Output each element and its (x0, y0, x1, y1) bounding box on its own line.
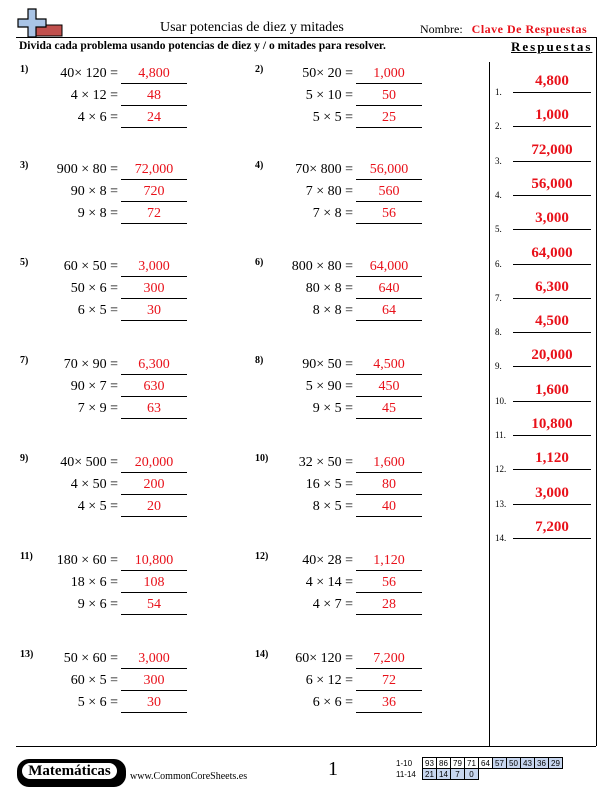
equation-row (20, 693, 250, 713)
answer-key-value: 1,600 (535, 381, 569, 398)
equation: 6 × 5 = (77, 303, 118, 318)
problem (255, 160, 485, 250)
answer-key-item (493, 107, 603, 137)
answer-key-number: 3. (495, 155, 502, 166)
answer-line (121, 298, 187, 299)
equation-row (255, 204, 485, 224)
answer-line (121, 127, 187, 128)
score-row-label: 11-14 (396, 769, 416, 779)
equation-row (255, 64, 485, 84)
answer-value: 56,000 (369, 162, 409, 177)
answer-value: 72,000 (134, 162, 174, 177)
equation: 800 × 80 = (291, 259, 353, 274)
answer-line (356, 374, 422, 375)
score-cell: 21 (423, 769, 437, 780)
answer-value: 560 (378, 184, 400, 199)
name-field (420, 22, 587, 37)
equation-row (20, 573, 250, 593)
answer-line (356, 276, 422, 277)
answer-value: 200 (143, 477, 165, 492)
answer-line (121, 223, 187, 224)
answer-key-line (513, 435, 591, 436)
answer-key-value: 6,300 (535, 278, 569, 295)
answer-line (356, 494, 422, 495)
equation: 50× 20 = (302, 66, 353, 81)
equation: 900 × 80 = (56, 162, 118, 177)
problem-number: 9) (20, 453, 29, 464)
equation-row (255, 399, 485, 419)
answer-value: 25 (382, 110, 396, 125)
answer-key-number: 9. (495, 361, 502, 372)
answer-key-number: 1. (495, 87, 502, 97)
equation: 80 × 8 = (305, 281, 353, 296)
answer-key-line (513, 504, 591, 505)
equation-row (255, 355, 485, 375)
equation: 4 × 12 = (70, 88, 118, 103)
score-cell: 50 (507, 758, 521, 769)
problem (20, 160, 250, 250)
answer-line (356, 201, 422, 202)
problem-number: 8) (255, 355, 264, 366)
answer-key-value: 72,000 (531, 141, 573, 158)
equation-row (20, 301, 250, 321)
answer-column-divider (489, 62, 490, 746)
answer-line (356, 592, 422, 593)
brand-badge (17, 759, 126, 787)
score-row-label: 1-10 (396, 758, 413, 768)
answer-key-number: 10. (495, 395, 507, 406)
site-url[interactable]: www.CommonCoreSheets.es (130, 771, 248, 782)
score-row (396, 769, 563, 780)
equation: 60 × 50 = (63, 259, 118, 274)
answer-line (356, 320, 422, 321)
answer-key-value: 3,000 (535, 210, 569, 227)
equation-row (255, 182, 485, 202)
answer-key-item (493, 382, 603, 412)
equation: 70× 800 = (295, 162, 353, 177)
page-number: 1 (328, 758, 338, 780)
answer-value: 640 (378, 281, 400, 296)
answer-key-value: 64,000 (531, 244, 573, 261)
answer-line (121, 690, 187, 691)
answer-line (121, 614, 187, 615)
answer-key-item (493, 347, 603, 377)
answer-key-number: 12. (495, 464, 507, 475)
equation-row (20, 399, 250, 419)
answer-line (121, 276, 187, 277)
answer-line (356, 690, 422, 691)
answer-line (356, 668, 422, 669)
answer-key-line (513, 264, 591, 265)
answer-value: 3,000 (138, 259, 170, 274)
footer-rule (16, 746, 596, 747)
answer-value: 48 (147, 88, 161, 103)
equation-row (255, 160, 485, 180)
answer-line (121, 374, 187, 375)
problem-number: 12) (255, 551, 269, 562)
equation: 9 × 8 = (77, 206, 118, 221)
equation: 180 × 60 = (56, 553, 118, 568)
score-cell: 64 (479, 758, 493, 769)
answer-value: 20 (147, 499, 161, 514)
equation: 40× 28 = (302, 553, 353, 568)
equation: 32 × 50 = (298, 455, 353, 470)
equation-row (20, 671, 250, 691)
worksheet-title: Usar potencias de diez y mitades (160, 20, 344, 35)
answer-line (356, 83, 422, 84)
answer-key-number: 5. (495, 224, 502, 235)
answer-key-value: 3,000 (535, 484, 569, 501)
equation-row (255, 301, 485, 321)
problem (20, 355, 250, 445)
answer-value: 28 (382, 597, 396, 612)
equation-row (20, 377, 250, 397)
answer-value: 36 (382, 695, 396, 710)
answer-value: 1,000 (373, 66, 405, 81)
problem-number: 1) (20, 64, 29, 75)
answer-line (356, 127, 422, 128)
equation-row (20, 204, 250, 224)
answer-key-item (493, 142, 603, 172)
answer-value: 630 (143, 379, 165, 394)
answer-line (356, 396, 422, 397)
equation-row (255, 551, 485, 571)
answer-key-item (493, 176, 603, 206)
answer-line (356, 712, 422, 713)
answer-value: 4,500 (373, 357, 405, 372)
answer-value: 7,200 (373, 651, 405, 666)
brand-label: Matemáticas (22, 763, 117, 779)
name-label: Nombre: (420, 22, 463, 36)
answer-line (121, 179, 187, 180)
answer-line (121, 201, 187, 202)
answer-key-item (493, 450, 603, 480)
equation-row (255, 497, 485, 517)
equation-row (255, 573, 485, 593)
answer-value: 4,800 (138, 66, 170, 81)
equation: 16 × 5 = (305, 477, 353, 492)
equation-row (20, 64, 250, 84)
score-cell: 79 (451, 758, 465, 769)
answer-value: 56 (382, 575, 396, 590)
equation-row (20, 355, 250, 375)
answer-line (121, 668, 187, 669)
answer-value: 720 (143, 184, 165, 199)
equation: 7 × 8 = (312, 206, 353, 221)
equation-row (255, 108, 485, 128)
answer-line (356, 179, 422, 180)
answer-value: 45 (382, 401, 396, 416)
problem-number: 10) (255, 453, 269, 464)
equation: 6 × 6 = (312, 695, 353, 710)
answer-line (121, 592, 187, 593)
problem (20, 453, 250, 543)
problem (255, 355, 485, 445)
equation-row (255, 693, 485, 713)
equation: 70 × 90 = (63, 357, 118, 372)
answer-key-line (513, 229, 591, 230)
equation: 4 × 5 = (77, 499, 118, 514)
answer-key-number: 8. (495, 327, 502, 338)
equation-row (20, 475, 250, 495)
answer-value: 1,120 (373, 553, 405, 568)
answer-key-number: 13. (495, 498, 507, 509)
problem (255, 64, 485, 154)
answer-line (121, 83, 187, 84)
answer-value: 450 (378, 379, 400, 394)
equation: 90 × 7 = (70, 379, 118, 394)
answer-value: 80 (382, 477, 396, 492)
answer-value: 6,300 (138, 357, 170, 372)
score-cell: 0 (465, 769, 479, 780)
score-row (396, 758, 563, 769)
score-cell: 14 (437, 769, 451, 780)
answer-value: 72 (382, 673, 396, 688)
equation: 5 × 6 = (77, 695, 118, 710)
answer-value: 300 (143, 673, 165, 688)
problem-number: 5) (20, 257, 29, 268)
answer-line (121, 712, 187, 713)
score-cell: 93 (423, 758, 437, 769)
equation-row (255, 671, 485, 691)
problem (255, 649, 485, 739)
answer-value: 63 (147, 401, 161, 416)
answer-value: 56 (382, 206, 396, 221)
answer-key-item (493, 485, 603, 515)
answer-value: 54 (147, 597, 161, 612)
score-cell: 71 (465, 758, 479, 769)
answer-key-line (513, 161, 591, 162)
equation: 4 × 50 = (70, 477, 118, 492)
answer-key-value: 4,800 (535, 73, 569, 89)
answer-line (356, 298, 422, 299)
answer-key-item (493, 519, 603, 549)
equation-row (255, 475, 485, 495)
problem (20, 64, 250, 154)
equation: 5 × 90 = (305, 379, 353, 394)
answer-line (356, 472, 422, 473)
equation: 8 × 8 = (312, 303, 353, 318)
equation: 6 × 12 = (305, 673, 353, 688)
answer-key-value: 10,800 (531, 416, 573, 432)
problem-number: 13) (20, 649, 34, 660)
equation: 8 × 5 = (312, 499, 353, 514)
answer-key-line (513, 366, 591, 367)
answer-value: 30 (147, 303, 161, 318)
score-cell: 43 (521, 758, 535, 769)
answer-key-value: 7,200 (535, 518, 569, 535)
equation-row (255, 257, 485, 277)
answer-value: 64,000 (369, 259, 409, 274)
equation-row (20, 551, 250, 571)
problem (20, 649, 250, 739)
answer-key-item (493, 73, 603, 103)
equation: 90× 50 = (302, 357, 353, 372)
answer-key-line (513, 126, 591, 127)
score-cell: 29 (549, 758, 563, 769)
instructions: Divida cada problema usando potencias de diez y / o mitades para resolver. (19, 40, 386, 52)
equation: 40× 120 = (60, 66, 118, 81)
answer-key-line (513, 401, 591, 402)
equation: 9 × 5 = (312, 401, 353, 416)
equation-row (20, 595, 250, 615)
answer-value: 20,000 (134, 455, 174, 470)
answer-key-value: 20,000 (531, 347, 573, 364)
problem-number: 7) (20, 355, 29, 366)
equation-row (20, 279, 250, 299)
problem (255, 257, 485, 347)
answer-key-line (513, 332, 591, 333)
problem (255, 551, 485, 641)
answer-key-number: 6. (495, 258, 502, 269)
score-cell: 7 (451, 769, 465, 780)
equation-row (20, 160, 250, 180)
answer-line (356, 223, 422, 224)
equation: 5 × 10 = (305, 88, 353, 103)
score-cell: 57 (493, 758, 507, 769)
answer-key-line (513, 92, 591, 93)
answer-value: 3,000 (138, 651, 170, 666)
equation: 7 × 9 = (77, 401, 118, 416)
header-rule (16, 37, 596, 38)
answer-value: 40 (382, 499, 396, 514)
equation-row (255, 453, 485, 473)
answer-line (121, 396, 187, 397)
answer-key-value: 56,000 (531, 175, 573, 192)
answer-value: 50 (382, 88, 396, 103)
equation-row (255, 377, 485, 397)
answer-line (356, 105, 422, 106)
equation: 18 × 6 = (70, 575, 118, 590)
answer-key-item (493, 279, 603, 309)
answer-key-line (513, 195, 591, 196)
score-cell: 36 (535, 758, 549, 769)
problem (20, 257, 250, 347)
equation-row (20, 86, 250, 106)
name-value: Clave De Respuestas (471, 22, 588, 36)
answer-value: 1,600 (373, 455, 405, 470)
answer-value: 64 (382, 303, 396, 318)
problem (20, 551, 250, 641)
score-cell: 86 (437, 758, 451, 769)
answer-line (121, 418, 187, 419)
answer-value: 10,800 (134, 553, 174, 568)
answer-key-number: 4. (495, 189, 502, 200)
problem-number: 4) (255, 160, 264, 171)
problem-number: 11) (20, 551, 33, 562)
equation: 4 × 7 = (312, 597, 353, 612)
answer-line (356, 614, 422, 615)
problem-number: 3) (20, 160, 29, 171)
answer-key-item (493, 245, 603, 275)
equation-row (20, 182, 250, 202)
answer-line (356, 516, 422, 517)
answer-line (121, 320, 187, 321)
equation: 9 × 6 = (77, 597, 118, 612)
plus-logo-icon (16, 8, 64, 38)
answer-line (356, 570, 422, 571)
problem-number: 2) (255, 64, 264, 75)
answer-line (121, 516, 187, 517)
equation-row (255, 86, 485, 106)
equation: 5 × 5 = (312, 110, 353, 125)
equation: 4 × 6 = (77, 110, 118, 125)
answer-key-number: 7. (495, 292, 502, 303)
equation-row (20, 453, 250, 473)
answer-line (121, 570, 187, 571)
equation: 7 × 80 = (305, 184, 353, 199)
equation-row (20, 257, 250, 277)
equation-row (255, 279, 485, 299)
equation-row (20, 497, 250, 517)
equation: 4 × 14 = (305, 575, 353, 590)
answer-line (356, 418, 422, 419)
equation-row (20, 108, 250, 128)
equation: 60 × 5 = (70, 673, 118, 688)
equation-row (255, 595, 485, 615)
answer-key-line (513, 298, 591, 299)
answer-key-value: 1,120 (535, 450, 569, 467)
equation: 90 × 8 = (70, 184, 118, 199)
answer-line (121, 472, 187, 473)
equation: 50 × 6 = (70, 281, 118, 296)
answer-value: 300 (143, 281, 165, 296)
equation: 40× 500 = (60, 455, 118, 470)
answer-key-item (493, 313, 603, 343)
answer-key-number: 11. (495, 430, 506, 440)
answer-key-line (513, 538, 591, 539)
answer-line (121, 494, 187, 495)
answer-key-number: 14. (495, 532, 507, 543)
answer-key-line (513, 469, 591, 470)
answer-value: 72 (147, 206, 161, 221)
answer-value: 30 (147, 695, 161, 710)
answer-key-value: 1,000 (535, 107, 569, 124)
problem (255, 453, 485, 543)
answer-value: 24 (147, 110, 161, 125)
equation: 60× 120 = (295, 651, 353, 666)
answers-title: Respuestas (511, 39, 593, 54)
equation-row (20, 649, 250, 669)
equation: 50 × 60 = (63, 651, 118, 666)
problem-number: 6) (255, 257, 264, 268)
answer-key-item (493, 416, 603, 446)
answer-key-item (493, 210, 603, 240)
score-table (396, 757, 563, 780)
equation-row (255, 649, 485, 669)
answer-line (121, 105, 187, 106)
answer-key-number: 2. (495, 121, 502, 132)
answer-key-value: 4,500 (535, 313, 569, 330)
answer-value: 108 (143, 575, 165, 590)
problem-number: 14) (255, 649, 269, 660)
